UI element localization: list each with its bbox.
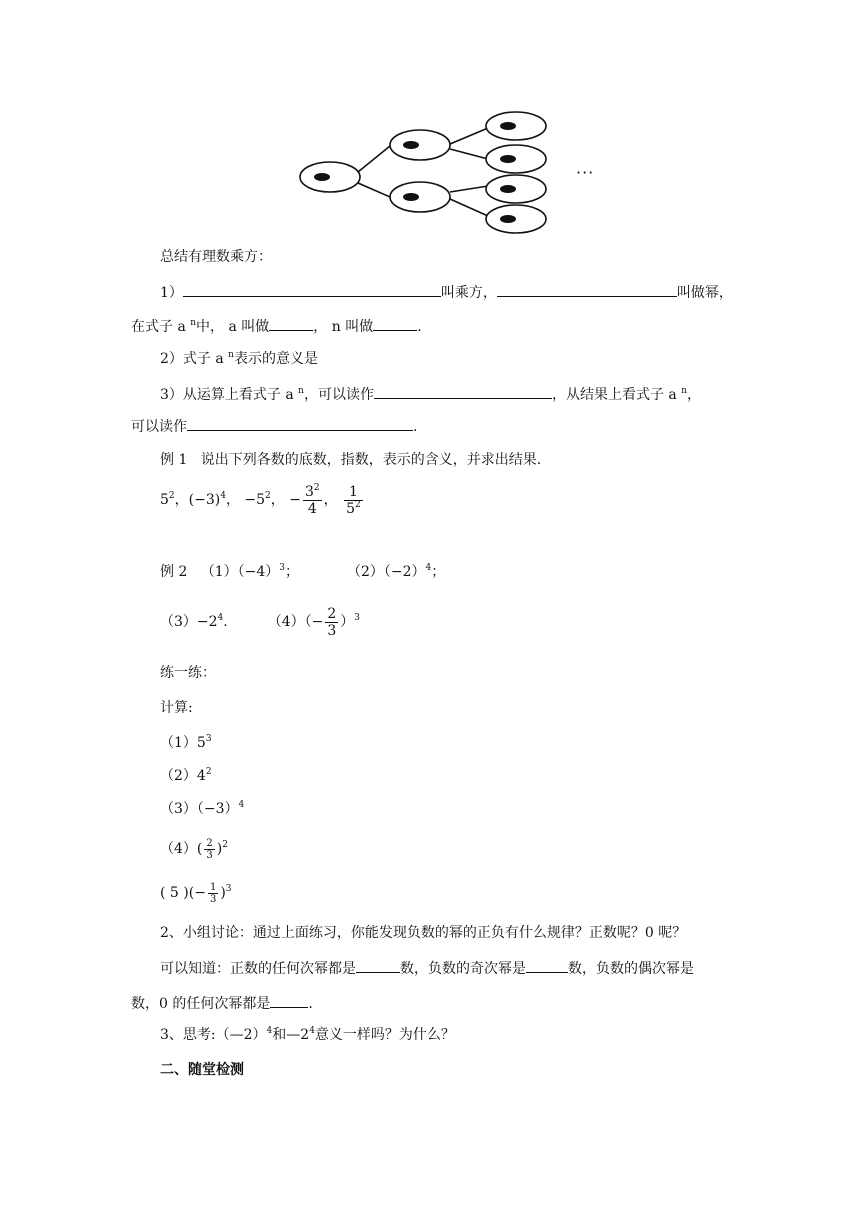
summary-title: 总结有理数乘方： bbox=[160, 249, 272, 265]
tree-node-level2-top bbox=[390, 130, 450, 160]
discussion-answer-2: 数，0 的任何次幂都是 . bbox=[131, 993, 313, 1013]
tree-node-level3-3 bbox=[486, 175, 546, 203]
practice-q3: $(3)(-3)^4$ bbox=[160, 800, 245, 817]
practice-q1: $(1)5^3$ bbox=[160, 734, 212, 751]
summary-item-2: 2）式子 a $^n$表示的意义是 bbox=[160, 350, 318, 367]
blank-3[interactable] bbox=[269, 316, 313, 331]
tree-node-root bbox=[300, 162, 360, 192]
tree-ellipsis: ··· bbox=[576, 163, 595, 182]
tree-diagram bbox=[0, 0, 860, 240]
tree-node-level3-2 bbox=[486, 145, 546, 173]
blank-5[interactable] bbox=[374, 384, 552, 399]
example-1-expressions: $5^2$，$(-3)^4$， $-5^2$， − $\frac{3^2}{4}$ ， $\frac{1}{5^2}$ bbox=[160, 482, 361, 517]
example-1-heading bbox=[160, 451, 541, 469]
tree-node-level3-1 bbox=[486, 112, 546, 140]
blank-9[interactable] bbox=[270, 993, 308, 1008]
example-2-line-2: $(3)-2^4$. （4）（− $\frac{2}{3}$ ）$^3$ bbox=[160, 605, 361, 639]
practice-q2: $(2)4^2$ bbox=[160, 767, 212, 784]
blank-7[interactable] bbox=[356, 958, 400, 973]
summary-item-3: 3）从运算上看式子 a $^n$，可以读作 ，从结果上看式子 a $^n$， bbox=[160, 386, 701, 403]
summary-item-3b: 可以读作 . bbox=[131, 416, 417, 436]
tree-node-level2-bottom bbox=[390, 182, 450, 212]
practice-q4: （4）( $\frac{2}{3}$ )$^2$ bbox=[160, 837, 228, 861]
blank-4[interactable] bbox=[373, 316, 417, 331]
blank-8[interactable] bbox=[526, 958, 568, 973]
summary-item-1: 1） 叫乘方， 叫做幂， bbox=[160, 282, 733, 302]
blank-1[interactable] bbox=[183, 282, 441, 297]
tree-node-level3-4 bbox=[486, 205, 546, 233]
discussion-answer-1: 可以知道：正数的任何次幂都是 数，负数的奇次幂是 数，负数的偶次幂是 bbox=[160, 958, 694, 978]
discussion-question: 2、小组讨论：通过上面练习，你能发现负数的幂的正负有什么规律？正数呢？0 呢？ bbox=[160, 925, 687, 941]
example-2-line-1: 例 2 $(1)(-4)^3$； $(2)(-2)^4$； bbox=[160, 563, 446, 580]
example-1-text: 说出下列各数的底数，指数，表示的含义，并求出结果. bbox=[200, 452, 542, 468]
example-1-label: 例 1 bbox=[160, 452, 188, 468]
summary-item-1b: 在式子 a $^n$中， a 叫做 ， n 叫做 . bbox=[131, 318, 422, 335]
section-2-title: 二、随堂检测 bbox=[160, 1062, 244, 1078]
think-question: 3、思考:（—2）$^4$和$—2^4$意义一样吗？为什么？ bbox=[160, 1026, 455, 1043]
practice-title: 练一练： bbox=[160, 665, 216, 681]
practice-q5: ( 5 )(− $\frac{1}{3}$ )$^3$ bbox=[160, 881, 232, 905]
practice-calc: 计算: bbox=[160, 700, 193, 716]
blank-6[interactable] bbox=[187, 416, 413, 431]
blank-2[interactable] bbox=[497, 282, 677, 297]
